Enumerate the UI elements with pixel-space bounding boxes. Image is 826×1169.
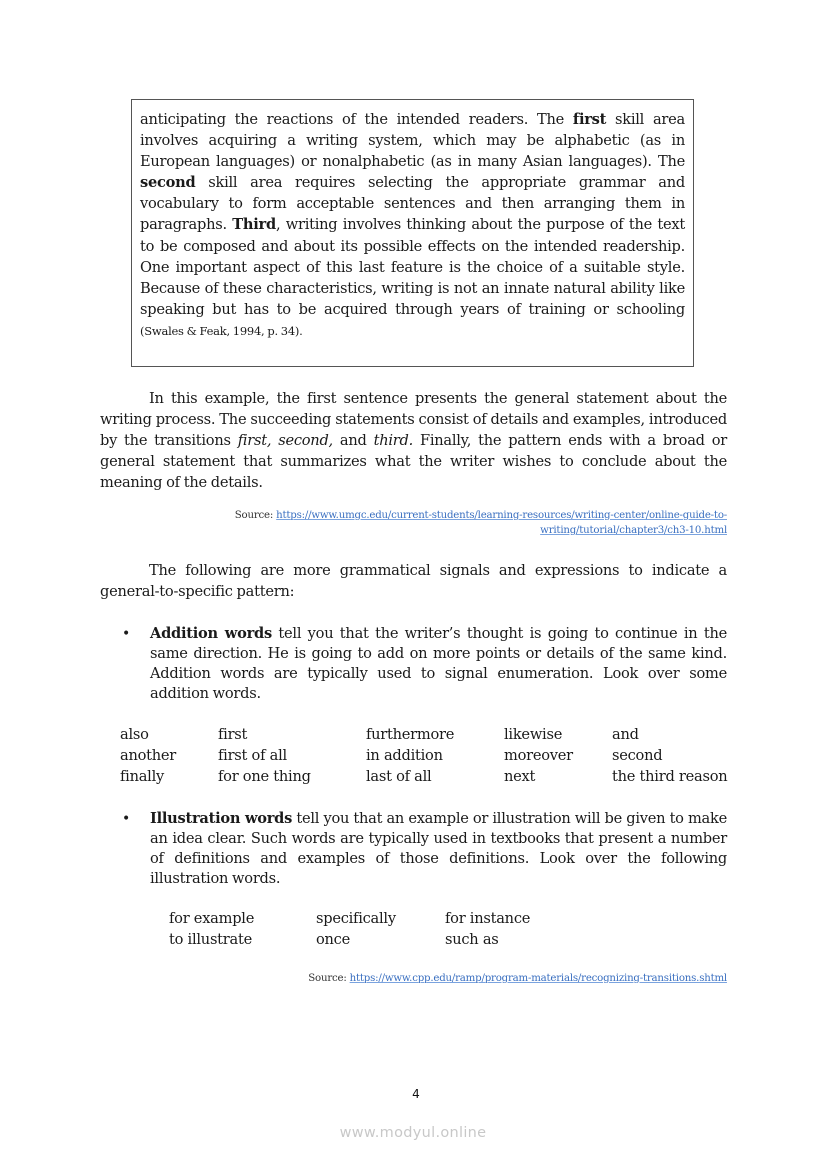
watermark: www.modyul.online (339, 1125, 487, 1141)
word-row (120, 766, 727, 787)
illustration-words-grid (169, 908, 530, 950)
word-cell: next (504, 768, 536, 786)
word-row (169, 908, 530, 929)
quote-seg: , writing involves thinking about the purpose of the text to be composed and about its possible effects on the intended readership. One important aspect of this last feature is the choice of a suitable style. Because of these characteristics, writing is not an innate natural ability like speaking but has to be acquired through years of training or schooling (140, 216, 685, 318)
addition-text: tell you that the writer’s thought is going to continue in the same direction. He is going to add on more points or details of the same kind. Addition words are typically used to signal enumeration. Look over some addition words. (150, 625, 727, 702)
word-cell: first (218, 726, 248, 743)
word-cell: second (612, 747, 663, 765)
word-cell: to illustrate (169, 931, 252, 949)
quote-seg: skill area requires selecting the appropriate grammar and vocabulary to form acceptable sentences and then arranging them in paragraphs. (140, 174, 685, 234)
bullet-icon: • (122, 626, 131, 642)
word-cell: finally (120, 768, 164, 786)
illustration-description (150, 809, 727, 889)
quote-seg: anticipating the reactions of the intended readers. The (140, 111, 573, 128)
para-text: Finally, the pattern ends with a broad or general statement that summarizes what the writer wishes to conclude about the meaning of the details. (100, 432, 727, 492)
quote-box (131, 99, 694, 367)
quote-seg: skill area involves acquiring a writing system, which may be alphabetic (as in European languages) or nonalphabetic (as in many Asian languages). The (140, 111, 685, 171)
source-link-umgc[interactable]: https://www.umgc.edu/current-students/learning-resources/writing-center/online-guide-to- (276, 510, 727, 521)
source-link-umgc-cont[interactable]: writing/tutorial/chapter3/ch3-10.html (540, 525, 727, 536)
illustration-text: tell you that an example or illustration will be given to make an idea clear. Such words are typically used in textbooks that present a number of definitions and examples of those definitions. Look over the following illustration words. (150, 810, 727, 887)
para-text: and (332, 432, 374, 450)
addition-words-grid (120, 724, 727, 787)
word-cell: specifically (316, 910, 396, 927)
word-cell: moreover (504, 747, 573, 765)
quote-bold-third: Third (232, 216, 276, 234)
word-cell: also (120, 726, 149, 743)
quote-bold-first: first (572, 111, 607, 128)
word-cell: once (316, 931, 350, 949)
word-row (120, 724, 727, 745)
para-italic: third. (373, 432, 413, 450)
word-cell: first of all (218, 747, 287, 765)
illustration-term: Illustration words (150, 810, 293, 827)
word-cell: for example (169, 910, 255, 927)
word-cell: last of all (366, 768, 432, 786)
word-cell: likewise (504, 726, 563, 743)
source-label: Source: (234, 510, 277, 521)
para-italic: first, second, (237, 432, 333, 450)
addition-term: Addition words (150, 625, 272, 642)
addition-description (150, 624, 727, 704)
source-link-cpp[interactable]: https://www.cpp.edu/ramp/program-materials/recognizing-transitions.shtml (349, 973, 727, 984)
word-cell: furthermore (366, 726, 455, 743)
word-cell: the third reason (612, 768, 728, 786)
quote-bold-second: second (140, 174, 196, 192)
word-cell: and (612, 726, 639, 743)
word-cell: for one thing (218, 768, 311, 786)
intro-paragraph: The following are more grammatical signals and expressions to indicate a general-to-specific pattern: (100, 562, 727, 601)
source-label: Source: (308, 973, 350, 984)
bullet-illustration-words (122, 809, 727, 889)
word-cell: for instance (445, 910, 531, 927)
source-citation-cpp (308, 971, 727, 986)
source-citation-umgc (235, 508, 727, 538)
explanation-paragraph (100, 388, 727, 493)
word-cell: in addition (366, 747, 443, 765)
word-cell: such as (445, 931, 499, 949)
word-row (169, 929, 530, 950)
word-row (120, 745, 727, 766)
bullet-addition-words (122, 624, 727, 704)
quote-citation: (Swales & Feak, 1994, p. 34). (140, 323, 303, 338)
quote-text (140, 109, 685, 342)
para-text: In this example, the first sentence presents the general statement about the writing process. The succeeding statements consist of details and examples, introduced by the transitions (100, 390, 727, 450)
page-number: 4 (412, 1087, 420, 1101)
bullet-icon: • (122, 811, 131, 827)
word-cell: another (120, 747, 177, 765)
